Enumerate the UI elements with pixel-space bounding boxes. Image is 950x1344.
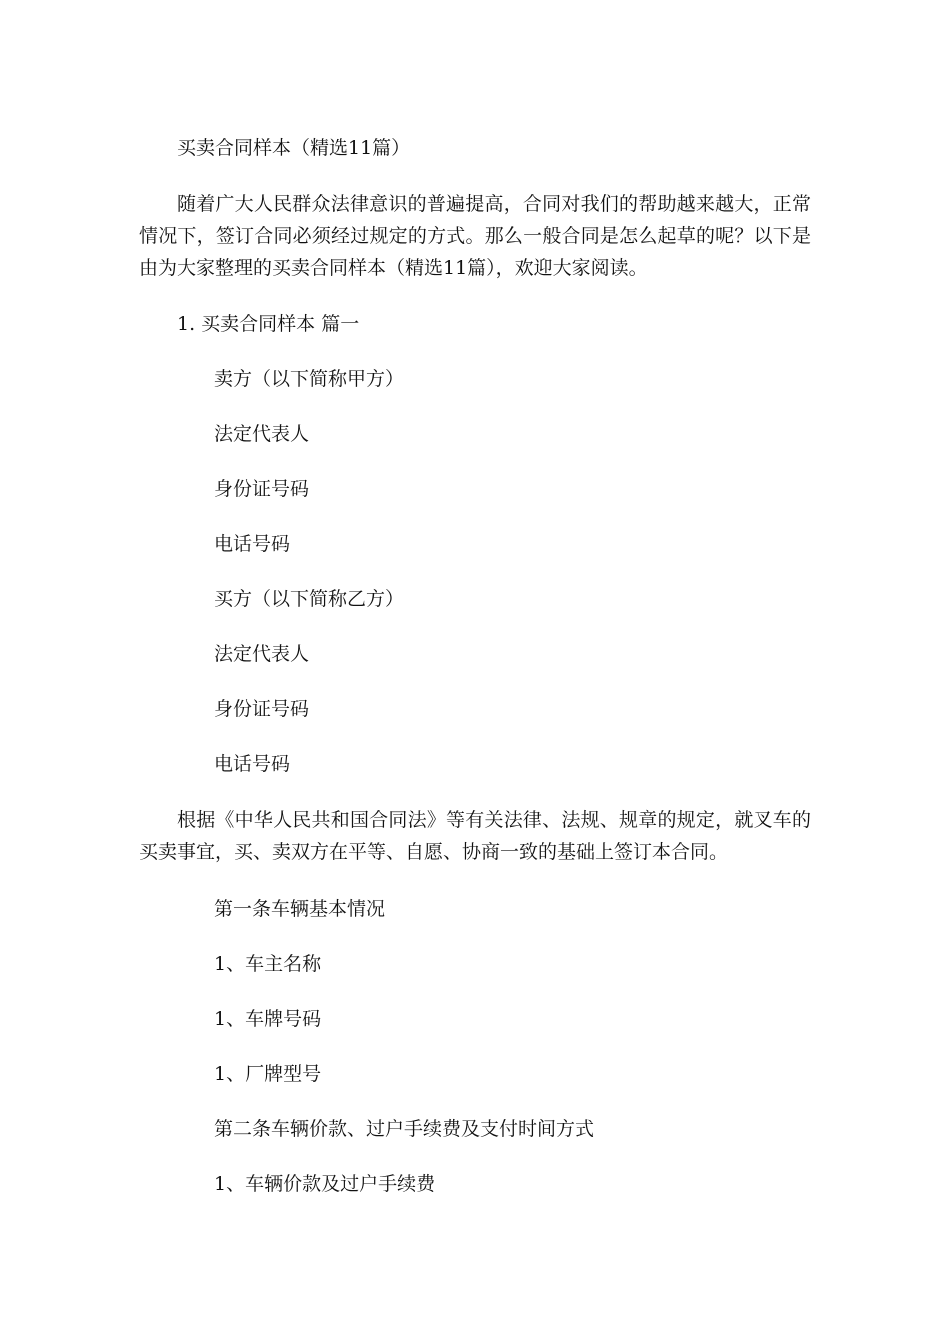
article2-item-price: 1、车辆价款及过户手续费 bbox=[214, 1173, 436, 1195]
buyer-heading: 买方（以下简称乙方） bbox=[214, 588, 405, 610]
article1-heading: 第一条车辆基本情况 bbox=[214, 898, 386, 920]
article1-item-model: 1、厂牌型号 bbox=[214, 1063, 322, 1085]
seller-id-label: 身份证号码 bbox=[214, 478, 310, 500]
basis-paragraph: 根据《中华人民共和国合同法》等有关法律、法规、规章的规定，就叉车的买卖事宜，买、卖双方在平等、自愿、协商一致的基础上签订本合同。 bbox=[139, 809, 811, 863]
document-title: 买卖合同样本（精选11篇） bbox=[177, 137, 411, 159]
seller-representative-label: 法定代表人 bbox=[214, 423, 310, 445]
seller-heading: 卖方（以下简称甲方） bbox=[214, 368, 405, 390]
intro-paragraph: 随着广大人民群众法律意识的普遍提高，合同对我们的帮助越来越大，正常情况下，签订合同必须经过规定的方式。那么一般合同是怎么起草的呢？以下是由为大家整理的买卖合同样本（精选11篇），欢迎大家阅读。 bbox=[139, 193, 811, 279]
section-heading: 1. 买卖合同样本 篇一 bbox=[177, 313, 360, 335]
article1-item-plate: 1、车牌号码 bbox=[214, 1008, 322, 1030]
seller-phone-label: 电话号码 bbox=[214, 533, 291, 555]
buyer-id-label: 身份证号码 bbox=[214, 698, 310, 720]
article1-item-owner: 1、车主名称 bbox=[214, 953, 322, 975]
buyer-phone-label: 电话号码 bbox=[214, 753, 291, 775]
buyer-representative-label: 法定代表人 bbox=[214, 643, 310, 665]
article2-heading: 第二条车辆价款、过户手续费及支付时间方式 bbox=[214, 1118, 595, 1140]
